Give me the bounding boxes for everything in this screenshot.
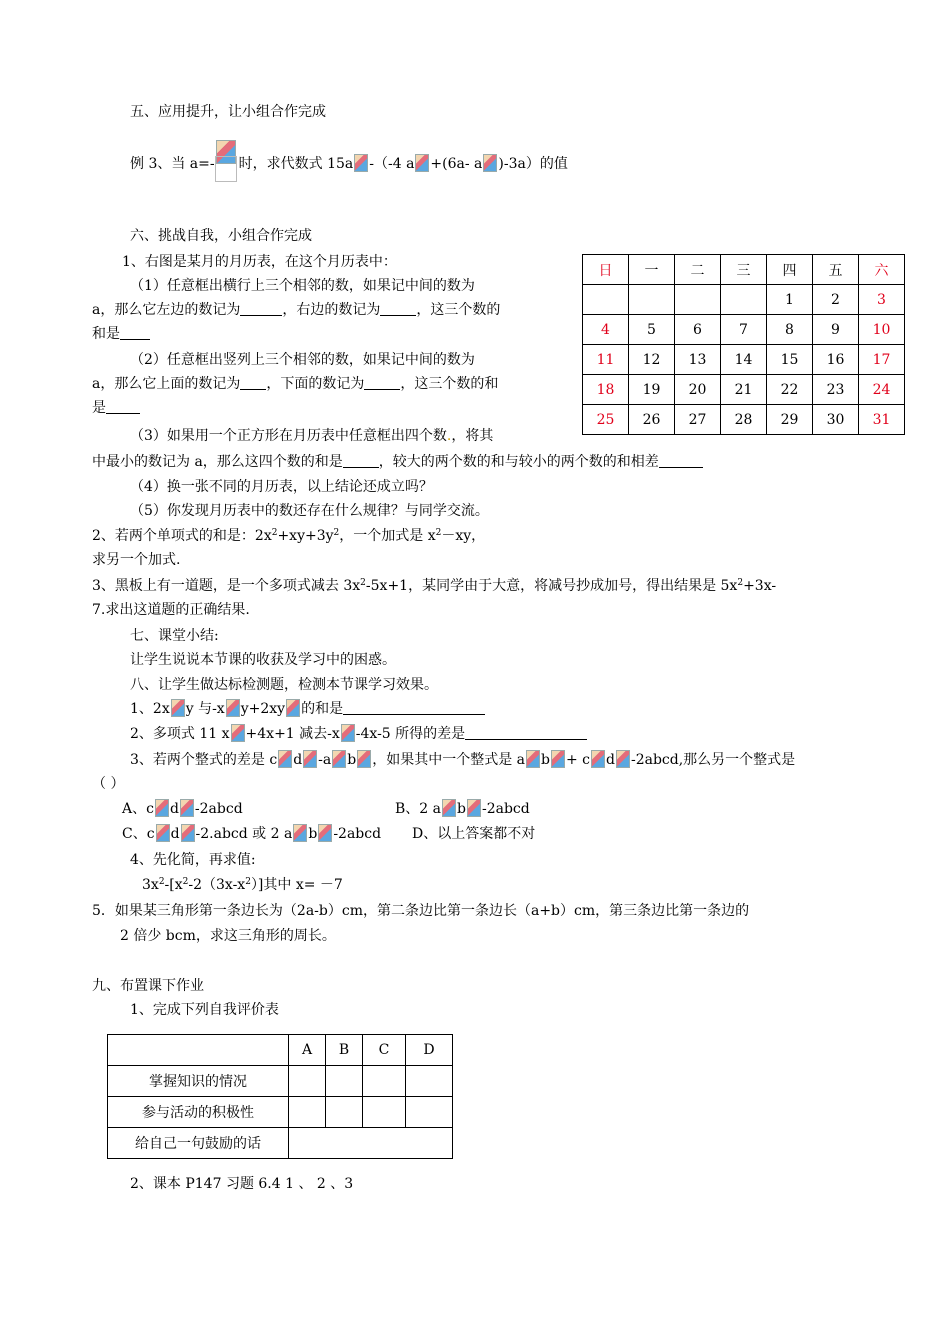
answer-blank: [106, 399, 140, 414]
option-text: -2abcd: [333, 826, 382, 842]
power-image-icon: [591, 750, 605, 768]
calendar-day-cell: 18: [583, 375, 629, 405]
calendar-day-cell: 11: [583, 345, 629, 375]
option-text: -2abcd: [194, 801, 243, 817]
self-evaluation-table: [107, 1034, 453, 1159]
calendar-day-cell: 31: [859, 405, 905, 435]
test-text: + c: [565, 752, 591, 768]
evaluation-cell: [363, 1066, 406, 1097]
option-text: -2.abcd 或 2 a: [195, 826, 293, 842]
calendar-day-cell: 22: [767, 375, 813, 405]
power-image-icon: [357, 750, 371, 768]
calendar-day-cell: 5: [629, 315, 675, 345]
evaluation-cell: [406, 1066, 453, 1097]
calendar-day-cell: [675, 285, 721, 315]
calendar-header-cell: 六: [859, 255, 905, 285]
test-text: ，如果其中一个整式是 a: [372, 752, 526, 768]
test-text: -[x: [164, 877, 183, 893]
exponent: 2: [158, 877, 165, 887]
test-text: b: [541, 752, 550, 768]
evaluation-row-label: 掌握知识的情况: [108, 1066, 289, 1097]
q3-line2: 7.求出这道题的正确结果.: [92, 602, 250, 618]
power-image-icon: [354, 154, 368, 172]
evaluation-corner-cell: [108, 1035, 289, 1066]
q2-text: +xy+3y: [277, 528, 334, 544]
test-text: 1、2x: [130, 701, 170, 717]
evaluation-cell: [326, 1066, 363, 1097]
q1-intro: 1、右图是某月的月历表，在这个月历表中：: [122, 254, 397, 270]
option-b: [395, 799, 530, 819]
test-1: [130, 699, 485, 719]
power-image-icon: [332, 750, 346, 768]
calendar-day-cell: 9: [813, 315, 859, 345]
calendar-day-cell: 23: [813, 375, 859, 405]
calendar-day-cell: 28: [721, 405, 767, 435]
calendar-week-row: [583, 345, 905, 375]
power-image-icon: [180, 799, 194, 817]
calendar-day-cell: 1: [767, 285, 813, 315]
power-image-icon: [467, 799, 481, 817]
calendar-day-cell: 16: [813, 345, 859, 375]
answer-blank: [343, 453, 379, 468]
answer-blank: [120, 325, 150, 340]
calendar-day-cell: [629, 285, 675, 315]
power-image-icon: [303, 750, 317, 768]
calendar-header-row: [583, 255, 905, 285]
q1-part1-text: ，右边的数记为: [282, 302, 381, 318]
example-3-text-e: )-3a）的值: [498, 156, 568, 172]
example-3-text-c: -（-4 a: [369, 156, 415, 172]
month-calendar: [582, 254, 905, 435]
evaluation-row: [108, 1066, 453, 1097]
test-5-line1: 5．如果某三角形第一条边长为（2a-b）cm，第二条边比第一条边长（a+b）cm，第三条边比第一条边的: [92, 903, 750, 919]
fraction-denominator-box: [215, 156, 237, 182]
q2-text: ，一个加式是 x: [339, 528, 436, 544]
calendar-day-cell: 8: [767, 315, 813, 345]
evaluation-cell: [289, 1066, 326, 1097]
test-4-expression: [142, 875, 343, 895]
example-3-text-b: 时，求代数式 15a: [238, 156, 354, 172]
calendar-day-cell: 25: [583, 405, 629, 435]
q1-part3-line2: [92, 452, 703, 472]
section-8-title: 八、让学生做达标检测题，检测本节课学习效果。: [130, 677, 438, 693]
q1-part2-text: 是: [92, 400, 106, 416]
test-text: y 与-x: [185, 701, 225, 717]
evaluation-row: [108, 1128, 453, 1159]
answer-blank: [380, 301, 416, 316]
calendar-day-cell: 20: [675, 375, 721, 405]
evaluation-header-row: [108, 1035, 453, 1066]
calendar-day-cell: 29: [767, 405, 813, 435]
calendar-day-cell: 6: [675, 315, 721, 345]
calendar-day-cell: 10: [859, 315, 905, 345]
power-image-icon: [483, 154, 497, 172]
calendar-day-cell: 2: [813, 285, 859, 315]
calendar-day-cell: 17: [859, 345, 905, 375]
evaluation-row-label: 参与活动的积极性: [108, 1097, 289, 1128]
test-text: -4x-5 所得的差是: [355, 726, 466, 742]
q2-text: －xy，: [441, 528, 486, 544]
option-c: [122, 824, 381, 844]
section-5-title: 五、应用提升，让小组合作完成: [130, 104, 326, 120]
q1-part4: （4）换一张不同的月历表，以上结论还成立吗？: [130, 479, 433, 495]
test-2: [130, 724, 587, 744]
calendar-day-cell: 14: [721, 345, 767, 375]
power-image-icon: [286, 699, 300, 717]
answer-blank: [659, 453, 703, 468]
exponent: 2: [182, 877, 189, 887]
calendar-week-row: [583, 405, 905, 435]
test-text: -2（3x-x: [188, 877, 246, 893]
answer-blank: [364, 375, 400, 390]
calendar-day-cell: 30: [813, 405, 859, 435]
option-text: d: [169, 801, 179, 817]
power-image-icon: [526, 750, 540, 768]
q1-part2-line3: [92, 398, 140, 418]
calendar-week-row: [583, 285, 905, 315]
example-3-text-d: +(6a- a: [430, 156, 483, 172]
section-7-title: 七、课堂小结:: [130, 628, 219, 644]
q1-part1-text: a，那么它左边的数记为: [92, 302, 241, 318]
answer-blank: [465, 725, 587, 740]
calendar-day-cell: 12: [629, 345, 675, 375]
calendar-day-cell: 27: [675, 405, 721, 435]
test-text: d: [606, 752, 615, 768]
q1-part2-text: a，那么它上面的数记为: [92, 376, 241, 392]
evaluation-column-header: D: [406, 1035, 453, 1066]
exponent: 2: [271, 528, 278, 538]
option-text: A、c: [122, 801, 154, 817]
exponent: 2: [360, 578, 366, 588]
q3-line1: [92, 576, 776, 596]
calendar-header-cell: 三: [721, 255, 767, 285]
test-text: -2abcd,那么另一个整式是: [630, 752, 796, 768]
option-text: -2abcd: [481, 801, 530, 817]
test-text: +4x+1 减去-x: [245, 726, 340, 742]
option-text: d: [170, 826, 180, 842]
calendar-day-cell: 24: [859, 375, 905, 405]
option-d: D、以上答案都不对: [412, 826, 536, 842]
section-7-body: 让学生说说本节课的收获及学习中的困惑。: [130, 652, 396, 668]
q1-part2-text: ，下面的数记为: [266, 376, 365, 392]
q1-part1-text: 和是: [92, 326, 120, 342]
exponent: 2: [435, 528, 442, 538]
evaluation-column-header: A: [289, 1035, 326, 1066]
test-text: 2、多项式 11 x: [130, 726, 230, 742]
power-image-icon: [318, 824, 332, 842]
power-image-icon: [181, 824, 195, 842]
evaluation-cell: [363, 1097, 406, 1128]
option-text: B、2 a: [395, 801, 441, 817]
calendar-header-cell: 日: [583, 255, 629, 285]
power-image-icon: [442, 799, 456, 817]
evaluation-cell: [289, 1097, 326, 1128]
calendar-day-cell: 21: [721, 375, 767, 405]
calendar-day-cell: [721, 285, 767, 315]
power-image-icon: [278, 750, 292, 768]
calendar-day-cell: 15: [767, 345, 813, 375]
option-a: [122, 799, 243, 819]
q3-text: -5x+1，某同学由于大意，将减号抄成加号，得出结果是 5x: [365, 578, 738, 594]
calendar-week-row: [583, 375, 905, 405]
calendar-week-row: [583, 315, 905, 345]
calendar-day-cell: 26: [629, 405, 675, 435]
exponent: 2: [737, 578, 744, 588]
answer-blank: [343, 700, 485, 715]
answer-blank: [240, 301, 282, 316]
q1-part5: （5）你发现月历表中的数还存在什么规律？与同学交流。: [130, 503, 489, 519]
answer-blank: [240, 375, 266, 390]
calendar-header-cell: 四: [767, 255, 813, 285]
exponent: 2: [333, 528, 340, 538]
q1-part3-text: 中最小的数记为 a，那么这四个数的和是: [92, 454, 343, 470]
q2-line2: 求另一个加式.: [92, 552, 181, 568]
evaluation-row-label: 给自己一句鼓励的话: [108, 1128, 289, 1159]
q1-part3-text: ，将其: [451, 428, 494, 444]
calendar-day-cell: 4: [583, 315, 629, 345]
section-6-title: 六、挑战自我，小组合作完成: [130, 228, 312, 244]
option-text: C、c: [122, 826, 155, 842]
power-image-icon: [171, 699, 185, 717]
q1-part1-line3: [92, 324, 150, 344]
calendar-day-cell: 13: [675, 345, 721, 375]
option-text: b: [457, 801, 466, 817]
power-image-icon: [415, 154, 429, 172]
q2-text: 2、若两个单项式的和是：2x: [92, 528, 272, 544]
test-text: 的和是: [301, 701, 344, 717]
power-image-icon: [155, 799, 169, 817]
power-image-icon: [293, 824, 307, 842]
evaluation-cell: [289, 1128, 453, 1159]
q3-text: 3、黑板上有一道题，是一个多项式减去 3x: [92, 578, 361, 594]
test-5-line2: 2 倍少 bcm，求这三角形的周长。: [120, 928, 336, 944]
test-text: y+2xy: [240, 701, 286, 717]
evaluation-cell: [326, 1097, 363, 1128]
q1-part2-text: ，这三个数的和: [400, 376, 499, 392]
calendar-header-cell: 一: [629, 255, 675, 285]
evaluation-column-header: B: [326, 1035, 363, 1066]
power-image-icon: [226, 699, 240, 717]
calendar-day-cell: [583, 285, 629, 315]
q1-part2-line1: （2）任意框出竖列上三个相邻的数，如果记中间的数为: [130, 352, 475, 368]
calendar-header-cell: 二: [675, 255, 721, 285]
power-image-icon: [616, 750, 630, 768]
example-3: [130, 140, 568, 182]
power-image-icon: [341, 724, 355, 742]
calendar-day-cell: 7: [721, 315, 767, 345]
test-text: 3、若两个整式的差是 c: [130, 752, 278, 768]
evaluation-cell: [406, 1097, 453, 1128]
example-3-text-a: 例 3、当 a=-: [130, 156, 215, 172]
q1-part3-line1: [130, 426, 493, 446]
q1-part1-text: ，这三个数的: [416, 302, 501, 318]
test-3: [130, 750, 795, 770]
q1-part1-line1: （1）任意框出横行上三个相邻的数，如果记中间的数为: [130, 278, 475, 294]
option-text: b: [308, 826, 318, 842]
test-text: d: [293, 752, 303, 768]
homework-1: 1、完成下列自我评价表: [130, 1002, 279, 1018]
q1-part3-text: ，较大的两个数的和与较小的两个数的和相差: [378, 454, 659, 470]
q1-part3-text: （3）如果用一个正方形在月历表中任意框出四个数: [130, 428, 447, 444]
section-9-title: 九、布置课下作业: [92, 978, 204, 994]
evaluation-row: [108, 1097, 453, 1128]
q3-text: +3x-: [743, 578, 777, 594]
test-4: 4、先化简，再求值:: [130, 852, 256, 868]
power-image-icon: [231, 724, 245, 742]
power-image-icon: [156, 824, 170, 842]
dot-mark: .: [446, 428, 452, 444]
test-text: -a: [318, 752, 332, 768]
calendar-header-cell: 五: [813, 255, 859, 285]
power-image-icon: [551, 750, 565, 768]
calendar-day-cell: 19: [629, 375, 675, 405]
calendar-day-cell: 3: [859, 285, 905, 315]
test-text: 3x: [142, 877, 159, 893]
test-text: b: [347, 752, 357, 768]
homework-2: 2、课本 P147 习题 6.4 1 、 2 、3: [130, 1176, 354, 1192]
test-text: ）]其中 x= －7: [250, 877, 343, 893]
q1-part1-line2: [92, 300, 500, 320]
evaluation-column-header: C: [363, 1035, 406, 1066]
exponent: 2: [245, 877, 251, 887]
q1-part2-line2: [92, 374, 498, 394]
q2-line1: [92, 526, 485, 546]
test-3-choice-bracket: （ ）: [92, 776, 125, 792]
